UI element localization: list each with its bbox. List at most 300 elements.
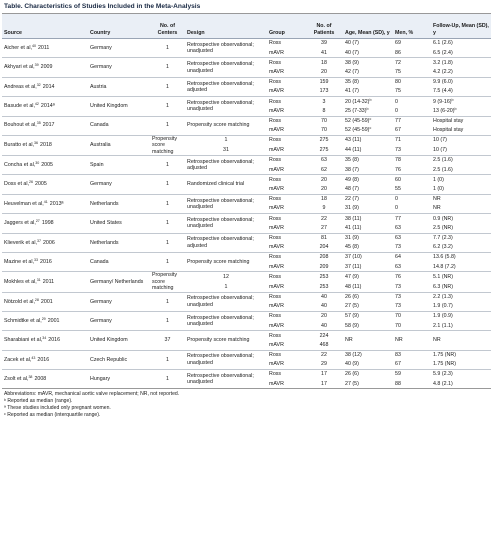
reference-number: 35 bbox=[36, 121, 41, 126]
reference-number: 40 bbox=[31, 43, 36, 48]
cell-text: 2.2 (1.3) bbox=[433, 293, 453, 300]
cell-text: 44 (11) bbox=[345, 147, 362, 154]
table-row bbox=[2, 156, 491, 166]
study-country: Czech Republic bbox=[88, 350, 150, 369]
cell-text: 52 (45-59) bbox=[345, 117, 370, 124]
row-followup bbox=[431, 39, 491, 49]
reference-number: 28 bbox=[34, 297, 39, 302]
row-patients: 29 bbox=[321, 361, 327, 368]
source-year: 2006 bbox=[42, 239, 55, 246]
row-group: Ross bbox=[267, 214, 305, 224]
study-country: Hungary bbox=[88, 370, 150, 389]
row-age bbox=[343, 360, 393, 370]
study-centers: 1 bbox=[150, 194, 185, 213]
reference-number: 43 bbox=[31, 355, 36, 360]
cell-text: 37 (10) bbox=[345, 254, 362, 261]
cell-text: 38 (9) bbox=[345, 59, 359, 66]
cell-text: 38 (7) bbox=[345, 166, 359, 173]
row-followup bbox=[431, 194, 491, 204]
row-group: Ross bbox=[267, 233, 305, 243]
row-patients: 39 bbox=[305, 39, 343, 49]
row-followup bbox=[431, 106, 491, 116]
row-followup bbox=[431, 321, 491, 331]
row-age bbox=[343, 370, 393, 380]
row-men: 69 bbox=[393, 39, 431, 49]
study-source bbox=[2, 116, 88, 135]
study-centers: 1 bbox=[150, 350, 185, 369]
row-patients: 70 bbox=[321, 127, 327, 134]
row-men: 73 bbox=[395, 244, 401, 251]
source-year: 2011 bbox=[37, 44, 50, 51]
row-age bbox=[343, 321, 393, 331]
row-men: 0 bbox=[395, 107, 398, 114]
source-year: 2016 bbox=[48, 337, 61, 344]
source-year: 2018 bbox=[40, 142, 52, 149]
study-design: Retrospective observational; unadjusted bbox=[185, 214, 267, 233]
row-followup bbox=[431, 175, 491, 185]
row-group: Ross bbox=[267, 39, 305, 49]
row-age bbox=[343, 145, 393, 155]
reference-number: 39 bbox=[34, 63, 39, 68]
row-patients: 40 bbox=[321, 303, 327, 310]
row-group: mAVR bbox=[269, 224, 284, 231]
row-group: mAVR bbox=[269, 341, 284, 348]
source-name: Zacek et al, bbox=[4, 356, 32, 363]
source-name: Concha et al, bbox=[4, 162, 36, 169]
study-country: United Kingdom bbox=[88, 97, 150, 116]
row-patients: 22 bbox=[305, 350, 343, 360]
row-men: 73 bbox=[393, 292, 431, 302]
reference-number: 26 bbox=[29, 180, 34, 185]
row-age bbox=[343, 48, 393, 58]
cell-text: 43 (11) bbox=[345, 137, 362, 144]
source-year: 2008 bbox=[34, 376, 47, 383]
study-design: Retrospective observational; unadjusted bbox=[185, 370, 267, 389]
study-country: Australia bbox=[88, 135, 150, 155]
table-row bbox=[2, 311, 491, 321]
row-age bbox=[343, 68, 393, 78]
source-name: Schmidtke et al, bbox=[4, 317, 42, 324]
row-men: 75 bbox=[395, 68, 401, 75]
row-patients: 224 bbox=[305, 331, 343, 341]
row-patients: 20 bbox=[321, 186, 327, 193]
study-centers: 1 bbox=[150, 233, 185, 252]
cell-text: 35 (8) bbox=[345, 79, 359, 86]
row-group: mAVR bbox=[269, 166, 284, 173]
row-group: mAVR bbox=[269, 361, 284, 368]
row-patients: 468 bbox=[319, 341, 329, 348]
header-followup: Follow-Up, Mean (SD), y bbox=[431, 14, 491, 39]
row-age bbox=[343, 185, 393, 195]
row-men: 64 bbox=[393, 252, 431, 262]
study-design: Propensity score matching bbox=[150, 135, 185, 155]
row-group: Ross bbox=[267, 97, 305, 107]
study-design: Retrospective observational; unadjusted bbox=[185, 292, 267, 311]
study-source bbox=[2, 252, 88, 271]
row-followup bbox=[431, 68, 491, 78]
study-source bbox=[2, 214, 88, 233]
header-country: Country bbox=[88, 14, 150, 39]
cell-text: 35 (8) bbox=[345, 157, 359, 164]
study-centers: 1 bbox=[150, 156, 185, 175]
study-country: Canada bbox=[88, 252, 150, 271]
study-design: Retrospective observational; unadjusted bbox=[185, 39, 267, 58]
source-year: 2005 bbox=[35, 181, 47, 188]
header-source: Source bbox=[2, 14, 88, 39]
cell-text: 14.8 (7.2) bbox=[433, 263, 456, 270]
study-source bbox=[2, 58, 88, 77]
study-source bbox=[2, 175, 88, 194]
row-age bbox=[343, 272, 393, 282]
row-followup bbox=[431, 262, 491, 272]
row-patients: 3 bbox=[305, 97, 343, 107]
row-followup bbox=[431, 165, 491, 175]
cell-text: 38 (11) bbox=[345, 215, 362, 222]
cell-text: 7.7 (2.3) bbox=[433, 234, 453, 241]
source-name: Nötzold et al, bbox=[4, 298, 35, 305]
source-name: Mokhles et al, bbox=[4, 278, 37, 285]
row-group: mAVR bbox=[269, 263, 284, 270]
reference-number: 41 bbox=[43, 199, 48, 204]
study-source bbox=[2, 156, 88, 175]
study-centers: 1 bbox=[150, 58, 185, 77]
row-age bbox=[343, 106, 393, 116]
cell-text: 47 (9) bbox=[345, 273, 359, 280]
reference-number: 30 bbox=[35, 161, 40, 166]
row-group: Ross bbox=[267, 370, 305, 380]
study-design: Retrospective observational; unadjusted bbox=[185, 194, 267, 213]
table-row bbox=[2, 175, 491, 185]
cell-text: 0.9 (NR) bbox=[433, 215, 454, 222]
row-followup bbox=[431, 272, 491, 282]
reference-number: 32 bbox=[36, 82, 41, 87]
cell-text: 42 (7) bbox=[345, 68, 359, 75]
cell-text: 31 (9) bbox=[345, 205, 359, 212]
row-group: Ross bbox=[267, 156, 305, 166]
header-row bbox=[2, 14, 491, 39]
source-name: Doss et al, bbox=[4, 181, 30, 188]
row-age bbox=[343, 87, 393, 97]
row-age bbox=[343, 282, 393, 292]
study-source bbox=[2, 350, 88, 369]
study-design: Propensity score matching bbox=[185, 252, 267, 271]
row-patients: 275 bbox=[319, 147, 329, 154]
source-year: 2013ª bbox=[49, 200, 64, 207]
footnote-mark: b bbox=[454, 106, 457, 111]
cell-text: 1 (0) bbox=[433, 176, 444, 183]
row-age bbox=[343, 135, 393, 145]
study-design: Retrospective observational; adjusted bbox=[185, 77, 267, 96]
study-source bbox=[2, 370, 88, 389]
study-country: Austria bbox=[88, 77, 150, 96]
source-name: Buratto et al, bbox=[4, 142, 35, 149]
source-name: Heuvelman et al, bbox=[4, 200, 44, 207]
study-design: Propensity score matching bbox=[150, 272, 185, 292]
row-men: 73 bbox=[395, 147, 401, 154]
row-group: Ross bbox=[267, 350, 305, 360]
row-men: 59 bbox=[393, 370, 431, 380]
header-group: Group bbox=[267, 14, 305, 39]
cell-text: 2.5 (1.6) bbox=[433, 157, 453, 164]
cell-text: 25 (7-33) bbox=[345, 107, 367, 114]
row-men: 76 bbox=[395, 166, 401, 173]
study-centers: 1 bbox=[150, 175, 185, 194]
row-followup bbox=[431, 379, 491, 388]
source-year: 2016 bbox=[40, 258, 52, 265]
row-group: Ross bbox=[267, 135, 305, 145]
study-design: Retrospective observational; unadjusted bbox=[185, 97, 267, 116]
study-design: Retrospective observational; unadjusted bbox=[185, 58, 267, 77]
table-row bbox=[2, 97, 491, 107]
source-name: Zsolt et al, bbox=[4, 376, 29, 383]
row-followup bbox=[431, 302, 491, 312]
cell-text: 40 (9) bbox=[345, 361, 359, 368]
cell-text: 2.1 (1.1) bbox=[433, 322, 453, 329]
row-group: Ross bbox=[267, 272, 305, 282]
row-men: 83 bbox=[393, 350, 431, 360]
row-followup bbox=[431, 156, 491, 166]
study-source bbox=[2, 135, 88, 155]
row-men: NR bbox=[393, 331, 431, 350]
row-age bbox=[343, 262, 393, 272]
study-country: Germany bbox=[88, 39, 150, 58]
row-patients: 20 bbox=[305, 175, 343, 185]
study-country: Spain bbox=[88, 156, 150, 175]
row-patients: 41 bbox=[321, 49, 327, 56]
row-age: NR bbox=[343, 331, 393, 350]
footnote-mark: b bbox=[451, 97, 454, 102]
table-row bbox=[2, 194, 491, 204]
row-patients: 40 bbox=[305, 292, 343, 302]
footnote-mark: c bbox=[369, 126, 372, 131]
row-group: Ross bbox=[267, 116, 305, 126]
row-group: mAVR bbox=[269, 88, 284, 95]
cell-text: 27 (5) bbox=[345, 380, 359, 387]
row-group: mAVR bbox=[269, 107, 284, 114]
row-group: Ross bbox=[267, 77, 305, 87]
row-men: 63 bbox=[395, 224, 401, 231]
reference-number: 38 bbox=[28, 375, 33, 380]
cell-text: 40 (7) bbox=[345, 49, 359, 56]
row-patients: 275 bbox=[305, 135, 343, 145]
row-men: 80 bbox=[393, 77, 431, 87]
study-centers: 1 bbox=[150, 292, 185, 311]
row-age bbox=[343, 302, 393, 312]
row-followup bbox=[431, 126, 491, 136]
source-name: Klieverik et al, bbox=[4, 239, 37, 246]
cell-text: 7.5 (4.4) bbox=[433, 88, 453, 95]
row-followup bbox=[431, 145, 491, 155]
cell-text: 6.2 (3.2) bbox=[433, 244, 453, 251]
header-patients: No. of Patients bbox=[305, 14, 343, 39]
cell-text: 48 (11) bbox=[345, 283, 362, 290]
source-year: 2001 bbox=[40, 298, 53, 305]
cell-text: 31 (9) bbox=[345, 234, 359, 241]
row-age bbox=[343, 214, 393, 224]
cell-text: 4.8 (2.1) bbox=[433, 380, 453, 387]
table-row bbox=[2, 39, 491, 49]
row-patients: 40 bbox=[321, 322, 327, 329]
row-group: mAVR bbox=[269, 380, 284, 387]
row-age bbox=[343, 58, 393, 68]
footnote-b: ᵇ Reported as median (range). bbox=[4, 398, 73, 405]
study-centers: 37 bbox=[150, 331, 185, 350]
source-year: 2017 bbox=[42, 122, 55, 129]
cell-text: 1.9 (0.7) bbox=[433, 303, 453, 310]
study-source bbox=[2, 272, 88, 292]
table-row bbox=[2, 116, 491, 126]
row-men: 0 bbox=[395, 205, 398, 212]
row-patients: 173 bbox=[319, 88, 329, 95]
row-patients: 253 bbox=[319, 283, 329, 290]
reference-number: 31 bbox=[36, 277, 41, 282]
row-age bbox=[343, 175, 393, 185]
source-name: Jaggers et al, bbox=[4, 220, 36, 227]
study-country: Germany bbox=[88, 58, 150, 77]
row-patients: 8 bbox=[322, 107, 326, 114]
cell-text: 4.2 (2.2) bbox=[433, 68, 453, 75]
table-row bbox=[2, 233, 491, 243]
row-age bbox=[343, 116, 393, 126]
row-followup bbox=[431, 97, 491, 107]
row-patients: 17 bbox=[305, 370, 343, 380]
row-group: Ross bbox=[267, 175, 305, 185]
row-followup bbox=[431, 252, 491, 262]
study-design: Retrospective observational; adjusted bbox=[185, 156, 267, 175]
row-men: 78 bbox=[393, 156, 431, 166]
row-followup bbox=[431, 350, 491, 360]
row-men: 73 bbox=[395, 303, 401, 310]
row-patients: 27 bbox=[321, 224, 327, 231]
cell-text: 6.5 (2.4) bbox=[433, 49, 453, 56]
cell-text: 48 (7) bbox=[345, 186, 359, 193]
footnote-mark: c bbox=[369, 116, 372, 121]
row-age bbox=[343, 223, 393, 233]
row-followup bbox=[431, 360, 491, 370]
row-men: 70 bbox=[395, 322, 401, 329]
study-centers: 1 bbox=[150, 370, 185, 389]
row-centers: 31 bbox=[223, 147, 229, 154]
source-year: 2016 bbox=[37, 356, 50, 363]
row-age bbox=[343, 126, 393, 136]
row-men: 0 bbox=[393, 194, 431, 204]
table-title: Table. Characteristics of Studies Included in the Meta-Analysis bbox=[4, 3, 201, 10]
cell-text: 1.75 (NR) bbox=[433, 352, 456, 359]
footnote-c: ᶜ Reported as median (interquartile range). bbox=[4, 412, 101, 419]
row-men: 67 bbox=[395, 361, 401, 368]
table-body bbox=[2, 39, 491, 389]
row-followup bbox=[431, 87, 491, 97]
cell-text: 52 (45-59) bbox=[345, 127, 370, 134]
row-men: 63 bbox=[393, 233, 431, 243]
row-patients: 9 bbox=[322, 205, 326, 212]
cell-text: Hospital stay bbox=[433, 127, 464, 134]
row-patients: 20 bbox=[321, 68, 327, 75]
source-name: Sharabiani et al, bbox=[4, 337, 43, 344]
row-group: mAVR bbox=[269, 205, 284, 212]
study-design: Propensity score matching bbox=[185, 116, 267, 135]
cell-text: 1 (0) bbox=[433, 186, 444, 193]
reference-number: 34 bbox=[42, 336, 47, 341]
footnote-a: ª These studies included only pregnant women. bbox=[4, 405, 111, 412]
row-followup bbox=[431, 185, 491, 195]
cell-text: 6.3 (NR) bbox=[433, 283, 454, 290]
row-age bbox=[343, 97, 393, 107]
row-group: Ross bbox=[267, 331, 305, 341]
row-age bbox=[343, 243, 393, 253]
source-year: 2009 bbox=[40, 64, 53, 71]
cell-text: 26 (6) bbox=[345, 293, 359, 300]
study-country: Germany bbox=[88, 292, 150, 311]
footnotes bbox=[2, 389, 491, 419]
row-men: 75 bbox=[395, 88, 401, 95]
row-age bbox=[343, 39, 393, 49]
study-source bbox=[2, 77, 88, 96]
row-age bbox=[343, 252, 393, 262]
row-followup bbox=[431, 370, 491, 380]
row-age bbox=[343, 350, 393, 360]
row-followup bbox=[431, 48, 491, 58]
cell-text: 22 (7) bbox=[345, 196, 359, 203]
source-year: 2005 bbox=[41, 162, 54, 169]
cell-text: 37 (11) bbox=[345, 263, 362, 270]
row-patients: 18 bbox=[305, 58, 343, 68]
row-men: 63 bbox=[395, 263, 401, 270]
row-men: 67 bbox=[395, 127, 401, 134]
study-source bbox=[2, 292, 88, 311]
cell-text: 1.75 (NR) bbox=[433, 361, 456, 368]
row-group: mAVR bbox=[269, 68, 284, 75]
source-name: Andreas et al, bbox=[4, 83, 37, 90]
row-patients: 81 bbox=[305, 233, 343, 243]
study-source bbox=[2, 311, 88, 330]
table-row bbox=[2, 350, 491, 360]
row-men: 73 bbox=[395, 283, 401, 290]
footnote-mark: b bbox=[366, 106, 369, 111]
row-centers: 12 bbox=[185, 272, 267, 282]
cell-text: 5.1 (NR) bbox=[433, 273, 454, 280]
source-year: 2011 bbox=[42, 278, 55, 285]
row-age bbox=[343, 165, 393, 175]
cell-text: 13 (6-20) bbox=[433, 107, 455, 114]
row-patients: 17 bbox=[321, 380, 327, 387]
study-design: Randomized clinical trial bbox=[185, 175, 267, 194]
row-patients: 159 bbox=[305, 77, 343, 87]
cell-text: 40 (7) bbox=[345, 40, 359, 47]
studies-table bbox=[2, 13, 491, 389]
row-followup bbox=[431, 243, 491, 253]
header-men: Men, % bbox=[393, 14, 431, 39]
cell-text: NR bbox=[433, 196, 441, 203]
cell-text: 3.2 (1.8) bbox=[433, 59, 453, 66]
row-men: 60 bbox=[393, 175, 431, 185]
study-source bbox=[2, 233, 88, 252]
row-men: 88 bbox=[395, 380, 401, 387]
study-source bbox=[2, 97, 88, 116]
study-centers: 1 bbox=[150, 77, 185, 96]
study-centers: 1 bbox=[150, 252, 185, 271]
row-men: 72 bbox=[393, 58, 431, 68]
study-country: Netherlands bbox=[88, 233, 150, 252]
row-patients: 253 bbox=[305, 272, 343, 282]
row-group: mAVR bbox=[269, 147, 284, 154]
row-men: 55 bbox=[395, 186, 401, 193]
source-year: 2014 bbox=[42, 83, 55, 90]
study-design: Propensity score matching bbox=[185, 331, 267, 350]
source-name: Bouhout et al, bbox=[4, 122, 37, 129]
row-followup bbox=[431, 311, 491, 321]
reference-number: 29 bbox=[41, 316, 46, 321]
